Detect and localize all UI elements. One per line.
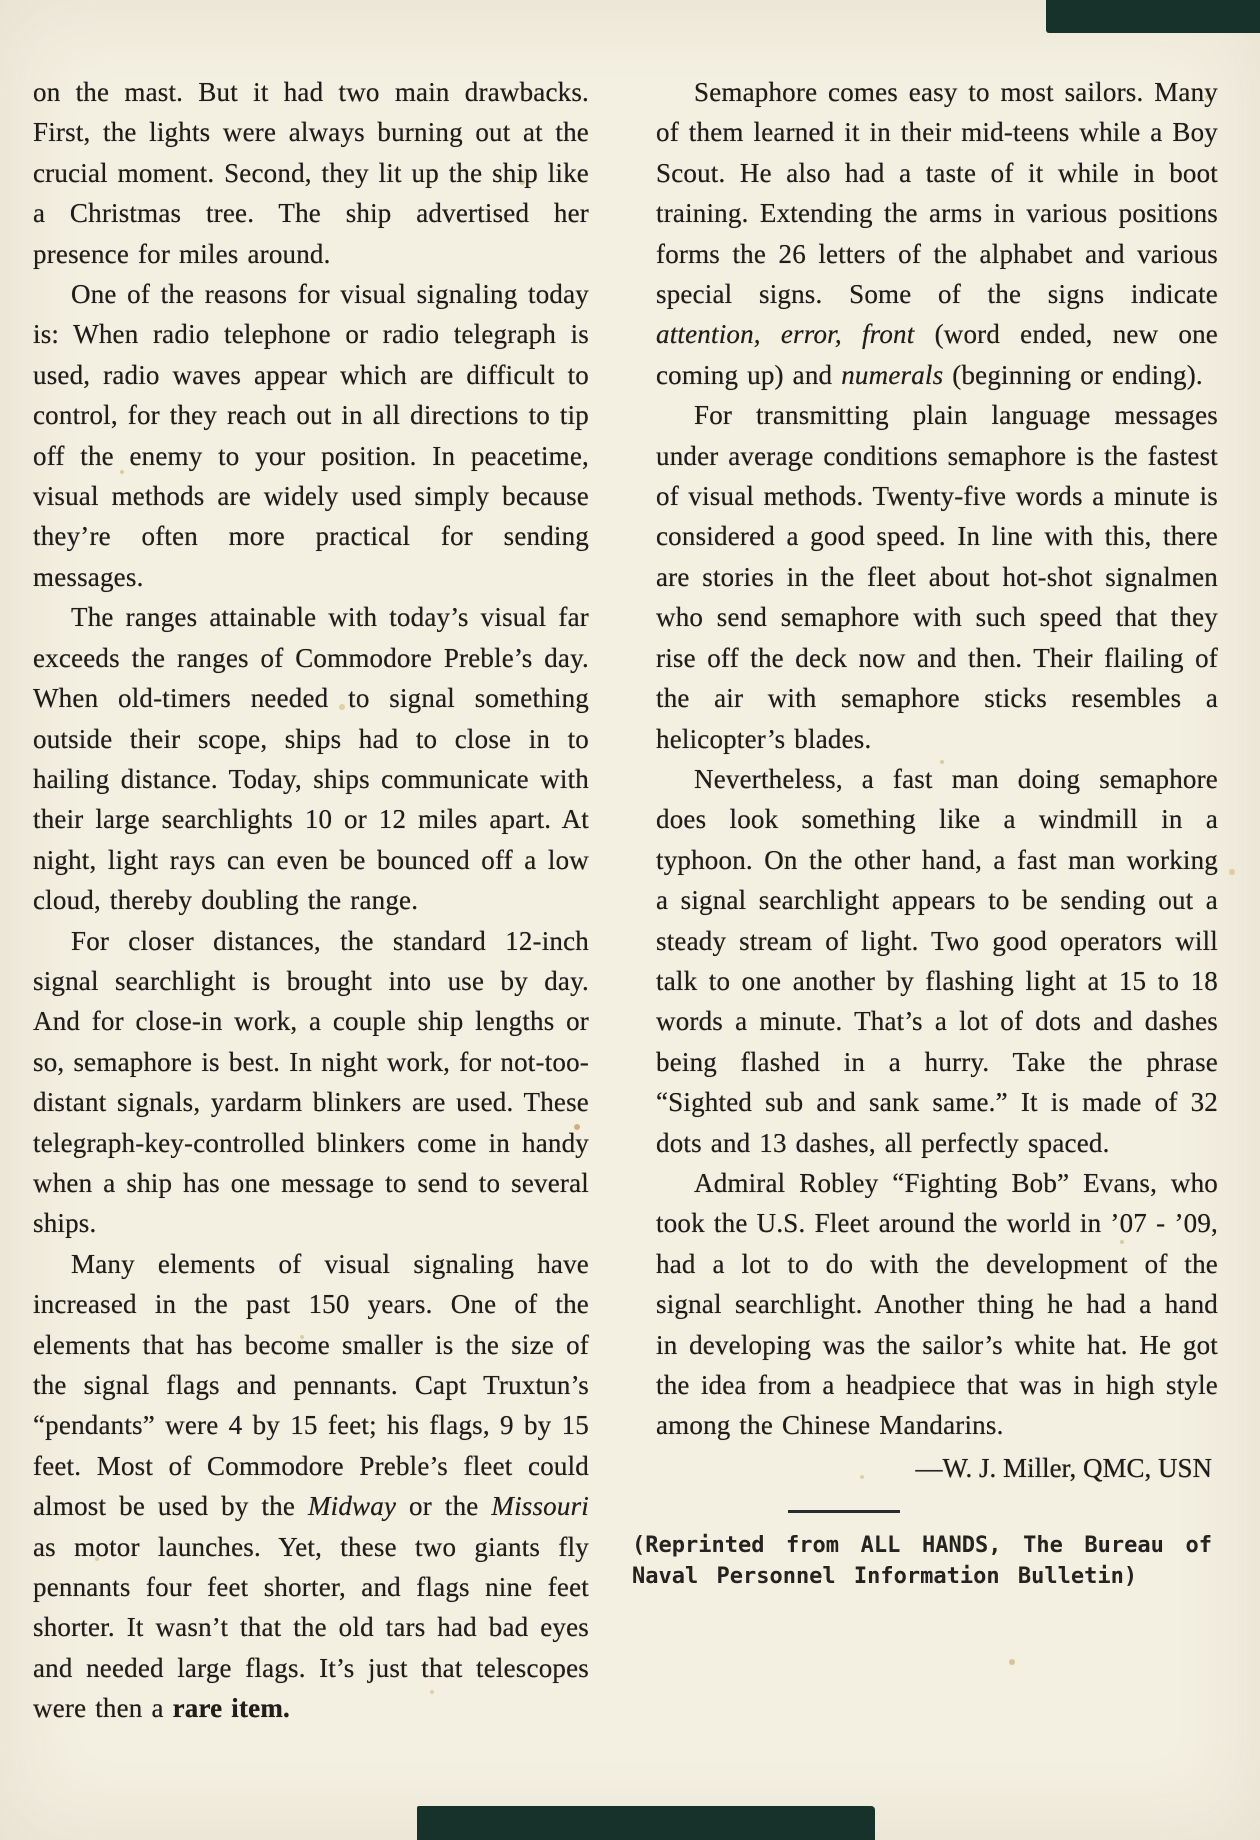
text-segment: on the mast. But it had two main drawbacks. First, the lights were always burning out at the crucial moment. Second, they lit up the ship like a Christmas tree. The ship advertised her presence for miles around.	[33, 77, 589, 269]
text-segment: attention, error, front	[656, 319, 915, 350]
text-segment: numerals	[841, 359, 944, 390]
paragraph	[656, 1163, 1218, 1446]
text-segment: (beginning or ending).	[943, 359, 1203, 390]
divider-rule	[788, 1510, 900, 1513]
text-segment: Nevertheless, a fast man doing semaphore does look something like a windmill in a typhoon. On the other hand, a fast man working a signal searchlight appears to be sending out a steady stream of light. Two good operators will talk to one another by flashing light at 15 to 18 words a minute. That’s a lot of dots and dashes being flashed in a hurry. Take the phrase “Sighted sub and sank same.” It is made of 32 dots and 13 dashes, all perfectly spaced.	[656, 763, 1218, 1158]
text-segment: One of the reasons for visual signaling today is: When radio telephone or radio telegraph is used, radio waves appear which are difficult to control, for they reach out in all directions to tip off the enemy to your position. In peacetime, visual methods are widely used simply because they’re often more practical for sending messages.	[33, 279, 589, 592]
text-segment: or the	[396, 1491, 492, 1522]
text-segment: Midway	[307, 1491, 397, 1522]
text-segment: The ranges attainable with today’s visual far exceeds the ranges of Commodore Preble’s day. When old-timers needed to signal something outside their scope, ships had to close in to hailing distance. Today, ships communicate with their large searchlights 10 or 12 miles apart. At night, light rays can even be bounced off a low cloud, thereby doubling the range.	[33, 602, 589, 916]
paragraph	[33, 274, 589, 597]
scan-artifact-top-right	[1046, 0, 1260, 33]
right-column	[632, 72, 1218, 1592]
paragraph	[33, 72, 589, 274]
text-segment: Admiral Robley “Fighting Bob” Evans, who took the U.S. Fleet around the world in ’07 - ’09, had a lot to do with the development of the signal searchlight. Another thing he had a hand in developing was the sailor’s white hat. He got the idea from a headpiece that was in high style among the Chinese Mandarins.	[656, 1167, 1218, 1441]
paper-speckles	[0, 0, 4, 4]
left-column	[33, 72, 589, 1729]
paragraph	[33, 1244, 589, 1729]
text-segment: Many elements of visual signaling have increased in the past 150 years. One of the elements that has become smaller is the size of the signal flags and pennants. Capt Truxtun’s “pendants” were 4 by 15 feet; his flags, 9 by 15 feet. Most of Commodore Preble’s fleet could almost be used by the	[33, 1248, 589, 1522]
scan-artifact-bottom	[417, 1806, 875, 1840]
text-segment: Semaphore comes easy to most sailors. Many of them learned it in their mid-teens while a Boy Scout. He also had a taste of it while in boot training. Extending the arms in various positions forms the 26 letters of the alphabet and various special signs. Some of the signs indicate	[656, 77, 1218, 310]
text-segment: (word ended, new one coming up) and	[656, 319, 1218, 390]
text-segment: For closer distances, the standard 12-inch signal searchlight is brought into use by day. And for close-in work, a couple ship lengths or so, semaphore is best. In night work, for not-too-distant signals, yardarm blinkers are used. These telegraph-key-controlled blinkers come in handy when a ship has one message to send to several ships.	[33, 925, 589, 1239]
text-segment: For transmitting plain language messages under average conditions semaphore is the fastest of visual methods. Twenty-five words a minute is considered a good speed. In line with this, there are stories in the fleet about hot-shot signalmen who send semaphore with such speed that they rise off the deck now and then. Their flailing of the air with semaphore sticks resembles a helicopter’s blades.	[656, 400, 1218, 754]
text-segment: as motor launches. Yet, these two giants fly pennants four feet shorter, and flags nine feet shorter. It wasn’t that the old tars had bad eyes and needed large flags. It’s just that telescopes were then a	[33, 1531, 589, 1724]
reprint-note: (Reprinted from ALL HANDS, The Bureau of Naval Personnel Information Bulletin)	[632, 1533, 1212, 1590]
paragraph	[656, 72, 1218, 395]
text-segment: rare item.	[172, 1693, 291, 1724]
paragraph	[33, 921, 589, 1244]
text-segment: Missouri	[491, 1491, 589, 1522]
paragraph	[656, 395, 1218, 759]
author-byline: —W. J. Miller, QMC, USN	[915, 1452, 1212, 1483]
paragraph	[33, 597, 589, 920]
paragraph	[656, 759, 1218, 1163]
